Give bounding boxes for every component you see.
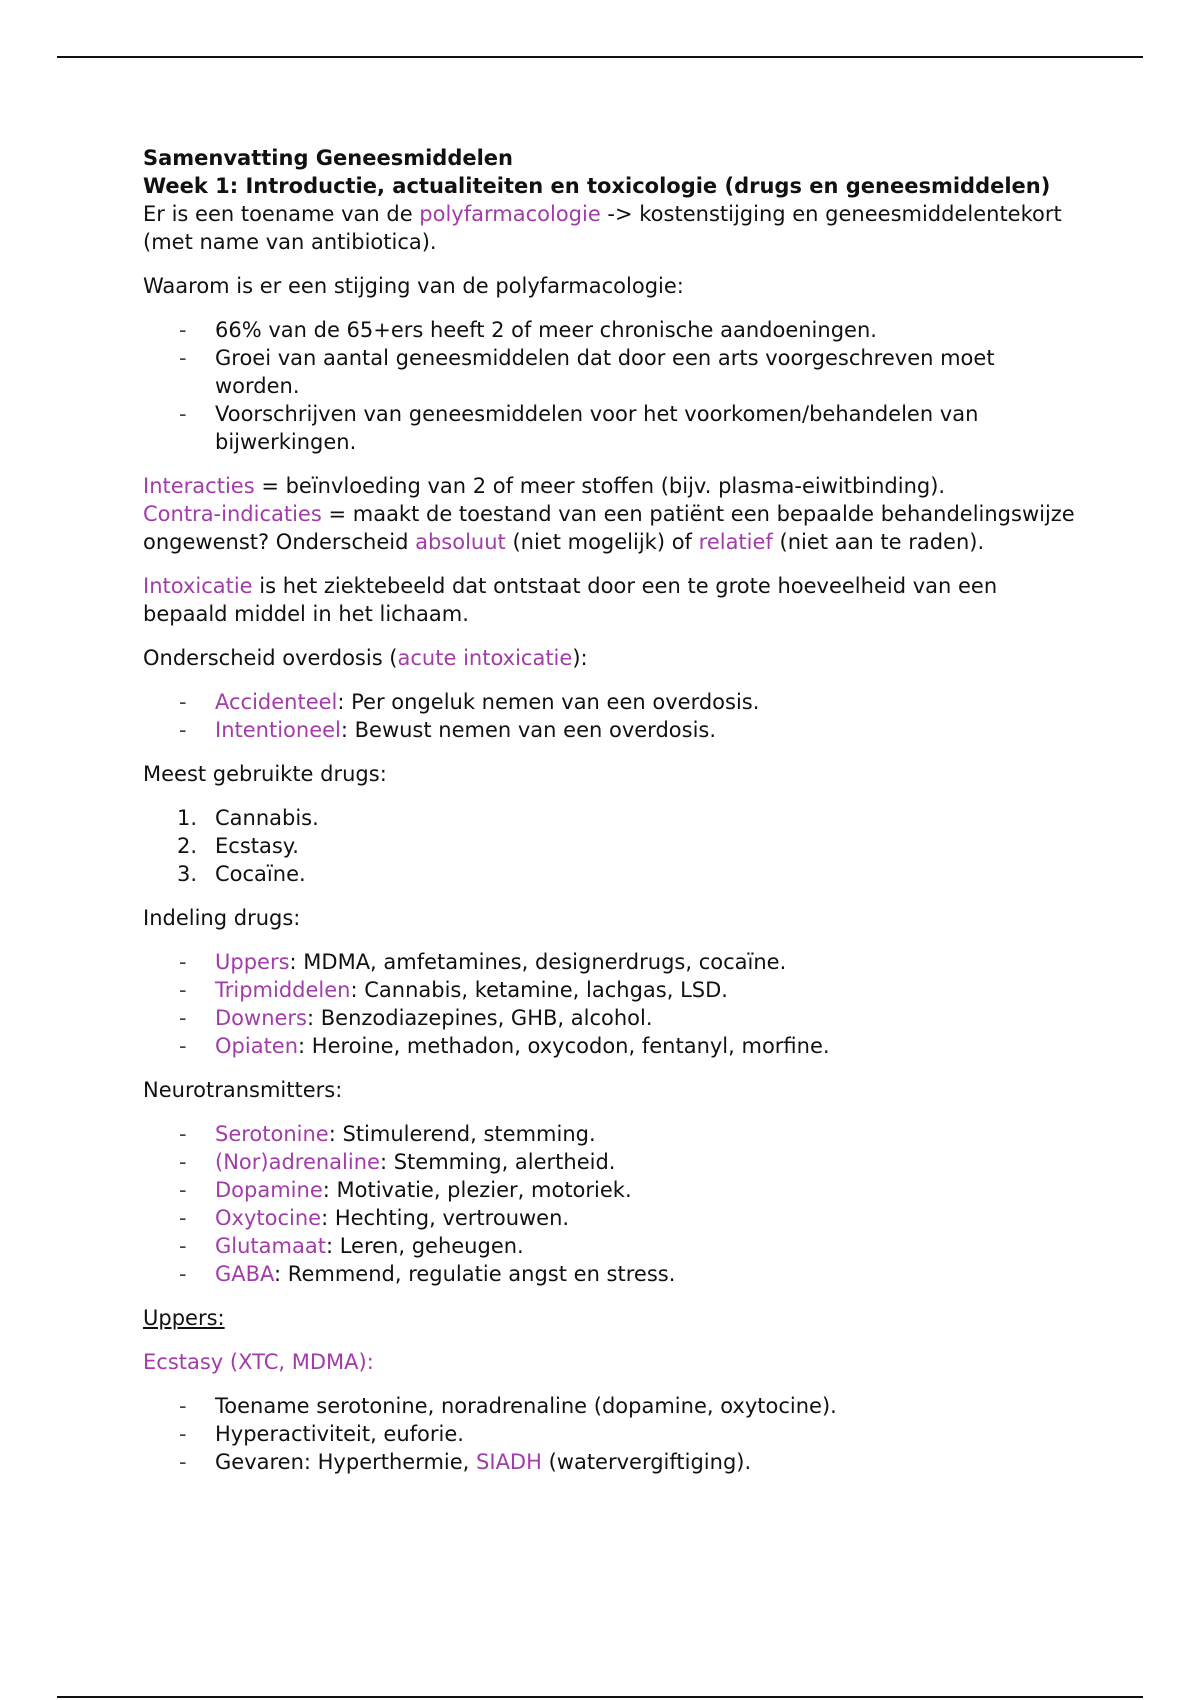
list-item: - Intentioneel: Bewust nemen van een overdosis. <box>179 718 717 742</box>
ecstasy-list <box>143 1392 1083 1476</box>
list-item: - Opiaten: Heroine, methadon, oxycodon, fentanyl, morfine. <box>179 1034 830 1058</box>
document-title: Samenvatting Geneesmiddelen <box>143 146 513 170</box>
list-item: - GABA: Remmend, regulatie angst en stress. <box>179 1262 676 1286</box>
list-item: - Toename serotonine, noradrenaline (dopamine, oxytocine). <box>179 1394 837 1418</box>
reasons-list <box>143 316 1083 456</box>
list-item: - Accidenteel: Per ongeluk nemen van een overdosis. <box>179 690 760 714</box>
intoxicatie-paragraph: Intoxicatie is het ziektebeeld dat ontstaat door een te grote hoeveelheid van een bepaald middel in het lichaam. <box>143 574 998 626</box>
bullet-marker: - <box>179 402 187 426</box>
bullet-marker: - <box>179 1450 187 1474</box>
number-marker: 2. <box>177 834 198 858</box>
term-siadh: SIADH <box>476 1450 542 1474</box>
bullet-marker: - <box>179 1150 187 1174</box>
neurotransmitters-intro: Neurotransmitters: <box>143 1078 343 1102</box>
list-item: - Tripmiddelen: Cannabis, ketamine, lachgas, LSD. <box>179 978 728 1002</box>
term-intoxicatie: Intoxicatie <box>143 574 253 598</box>
header-rule <box>57 56 1143 58</box>
bullet-marker: - <box>179 1034 187 1058</box>
list-item: - Groei van aantal geneesmiddelen dat door een arts voorgeschreven moet worden. <box>179 346 995 398</box>
ecstasy-heading: Ecstasy (XTC, MDMA): <box>143 1350 374 1374</box>
intro-paragraph: Er is een toename van de polyfarmacologie -> kostenstijging en geneesmiddelentekort (met name van antibiotica). <box>143 202 1062 254</box>
list-item: - Downers: Benzodiazepines, GHB, alcohol. <box>179 1006 653 1030</box>
drug-classes-list <box>143 948 1083 1060</box>
reasons-intro: Waarom is er een stijging van de polyfarmacologie: <box>143 274 684 298</box>
list-item: - 66% van de 65+ers heeft 2 of meer chronische aandoeningen. <box>179 318 877 342</box>
term-polyfarmacologie: polyfarmacologie <box>419 202 601 226</box>
bullet-marker: - <box>179 318 187 342</box>
document-page <box>143 144 1083 1492</box>
overdose-intro: Onderscheid overdosis (acute intoxicatie): <box>143 646 588 670</box>
overdose-list <box>143 688 1083 744</box>
neurotransmitters-list <box>143 1120 1083 1288</box>
drug-classes-intro: Indeling drugs: <box>143 906 301 930</box>
top-drugs-list <box>143 804 1083 888</box>
top-drugs-intro: Meest gebruikte drugs: <box>143 762 387 786</box>
list-item: - Voorschrijven van geneesmiddelen voor het voorkomen/behandelen van bijwerkingen. <box>179 402 979 454</box>
bullet-marker: - <box>179 1122 187 1146</box>
bullet-marker: - <box>179 1394 187 1418</box>
list-item: - Serotonine: Stimulerend, stemming. <box>179 1122 596 1146</box>
bullet-marker: - <box>179 346 187 370</box>
list-item: - (Nor)adrenaline: Stemming, alertheid. <box>179 1150 616 1174</box>
footer-rule <box>57 1696 1143 1698</box>
number-marker: 3. <box>177 862 198 886</box>
list-item: 2. Ecstasy. <box>177 834 299 858</box>
list-item: - Uppers: MDMA, amfetamines, designerdrugs, cocaïne. <box>179 950 787 974</box>
list-item: - Glutamaat: Leren, geheugen. <box>179 1234 524 1258</box>
list-item: 1. Cannabis. <box>177 806 319 830</box>
bullet-marker: - <box>179 1262 187 1286</box>
bullet-marker: - <box>179 1422 187 1446</box>
bullet-marker: - <box>179 1206 187 1230</box>
bullet-marker: - <box>179 1006 187 1030</box>
list-item: - Gevaren: Hyperthermie, SIADH (watervergiftiging). <box>179 1450 752 1474</box>
term-interacties: Interacties <box>143 474 255 498</box>
list-item: - Oxytocine: Hechting, vertrouwen. <box>179 1206 570 1230</box>
bullet-marker: - <box>179 978 187 1002</box>
bullet-marker: - <box>179 718 187 742</box>
term-contra-indicaties: Contra-indicaties <box>143 502 322 526</box>
bullet-marker: - <box>179 1178 187 1202</box>
term-acute-intoxicatie: acute intoxicatie <box>397 646 573 670</box>
number-marker: 1. <box>177 806 198 830</box>
list-item: - Hyperactiviteit, euforie. <box>179 1422 464 1446</box>
uppers-heading: Uppers: <box>143 1306 225 1330</box>
definitions-paragraph: Interacties = beïnvloeding van 2 of meer stoffen (bijv. plasma-eiwitbinding). Contra-indicaties = maakt de toestand van een patiënt een bepaalde behandelingswijze ongewenst? Onderscheid absoluut (niet mogelijk) of relatief (niet aan te raden). <box>143 474 1075 554</box>
bullet-marker: - <box>179 690 187 714</box>
list-item: 3. Cocaïne. <box>177 862 306 886</box>
list-item: - Dopamine: Motivatie, plezier, motoriek. <box>179 1178 632 1202</box>
bullet-marker: - <box>179 1234 187 1258</box>
term-relatief: relatief <box>698 530 773 554</box>
week-heading: Week 1: Introductie, actualiteiten en toxicologie (drugs en geneesmiddelen) <box>143 174 1051 198</box>
term-absoluut: absoluut <box>415 530 506 554</box>
bullet-marker: - <box>179 950 187 974</box>
